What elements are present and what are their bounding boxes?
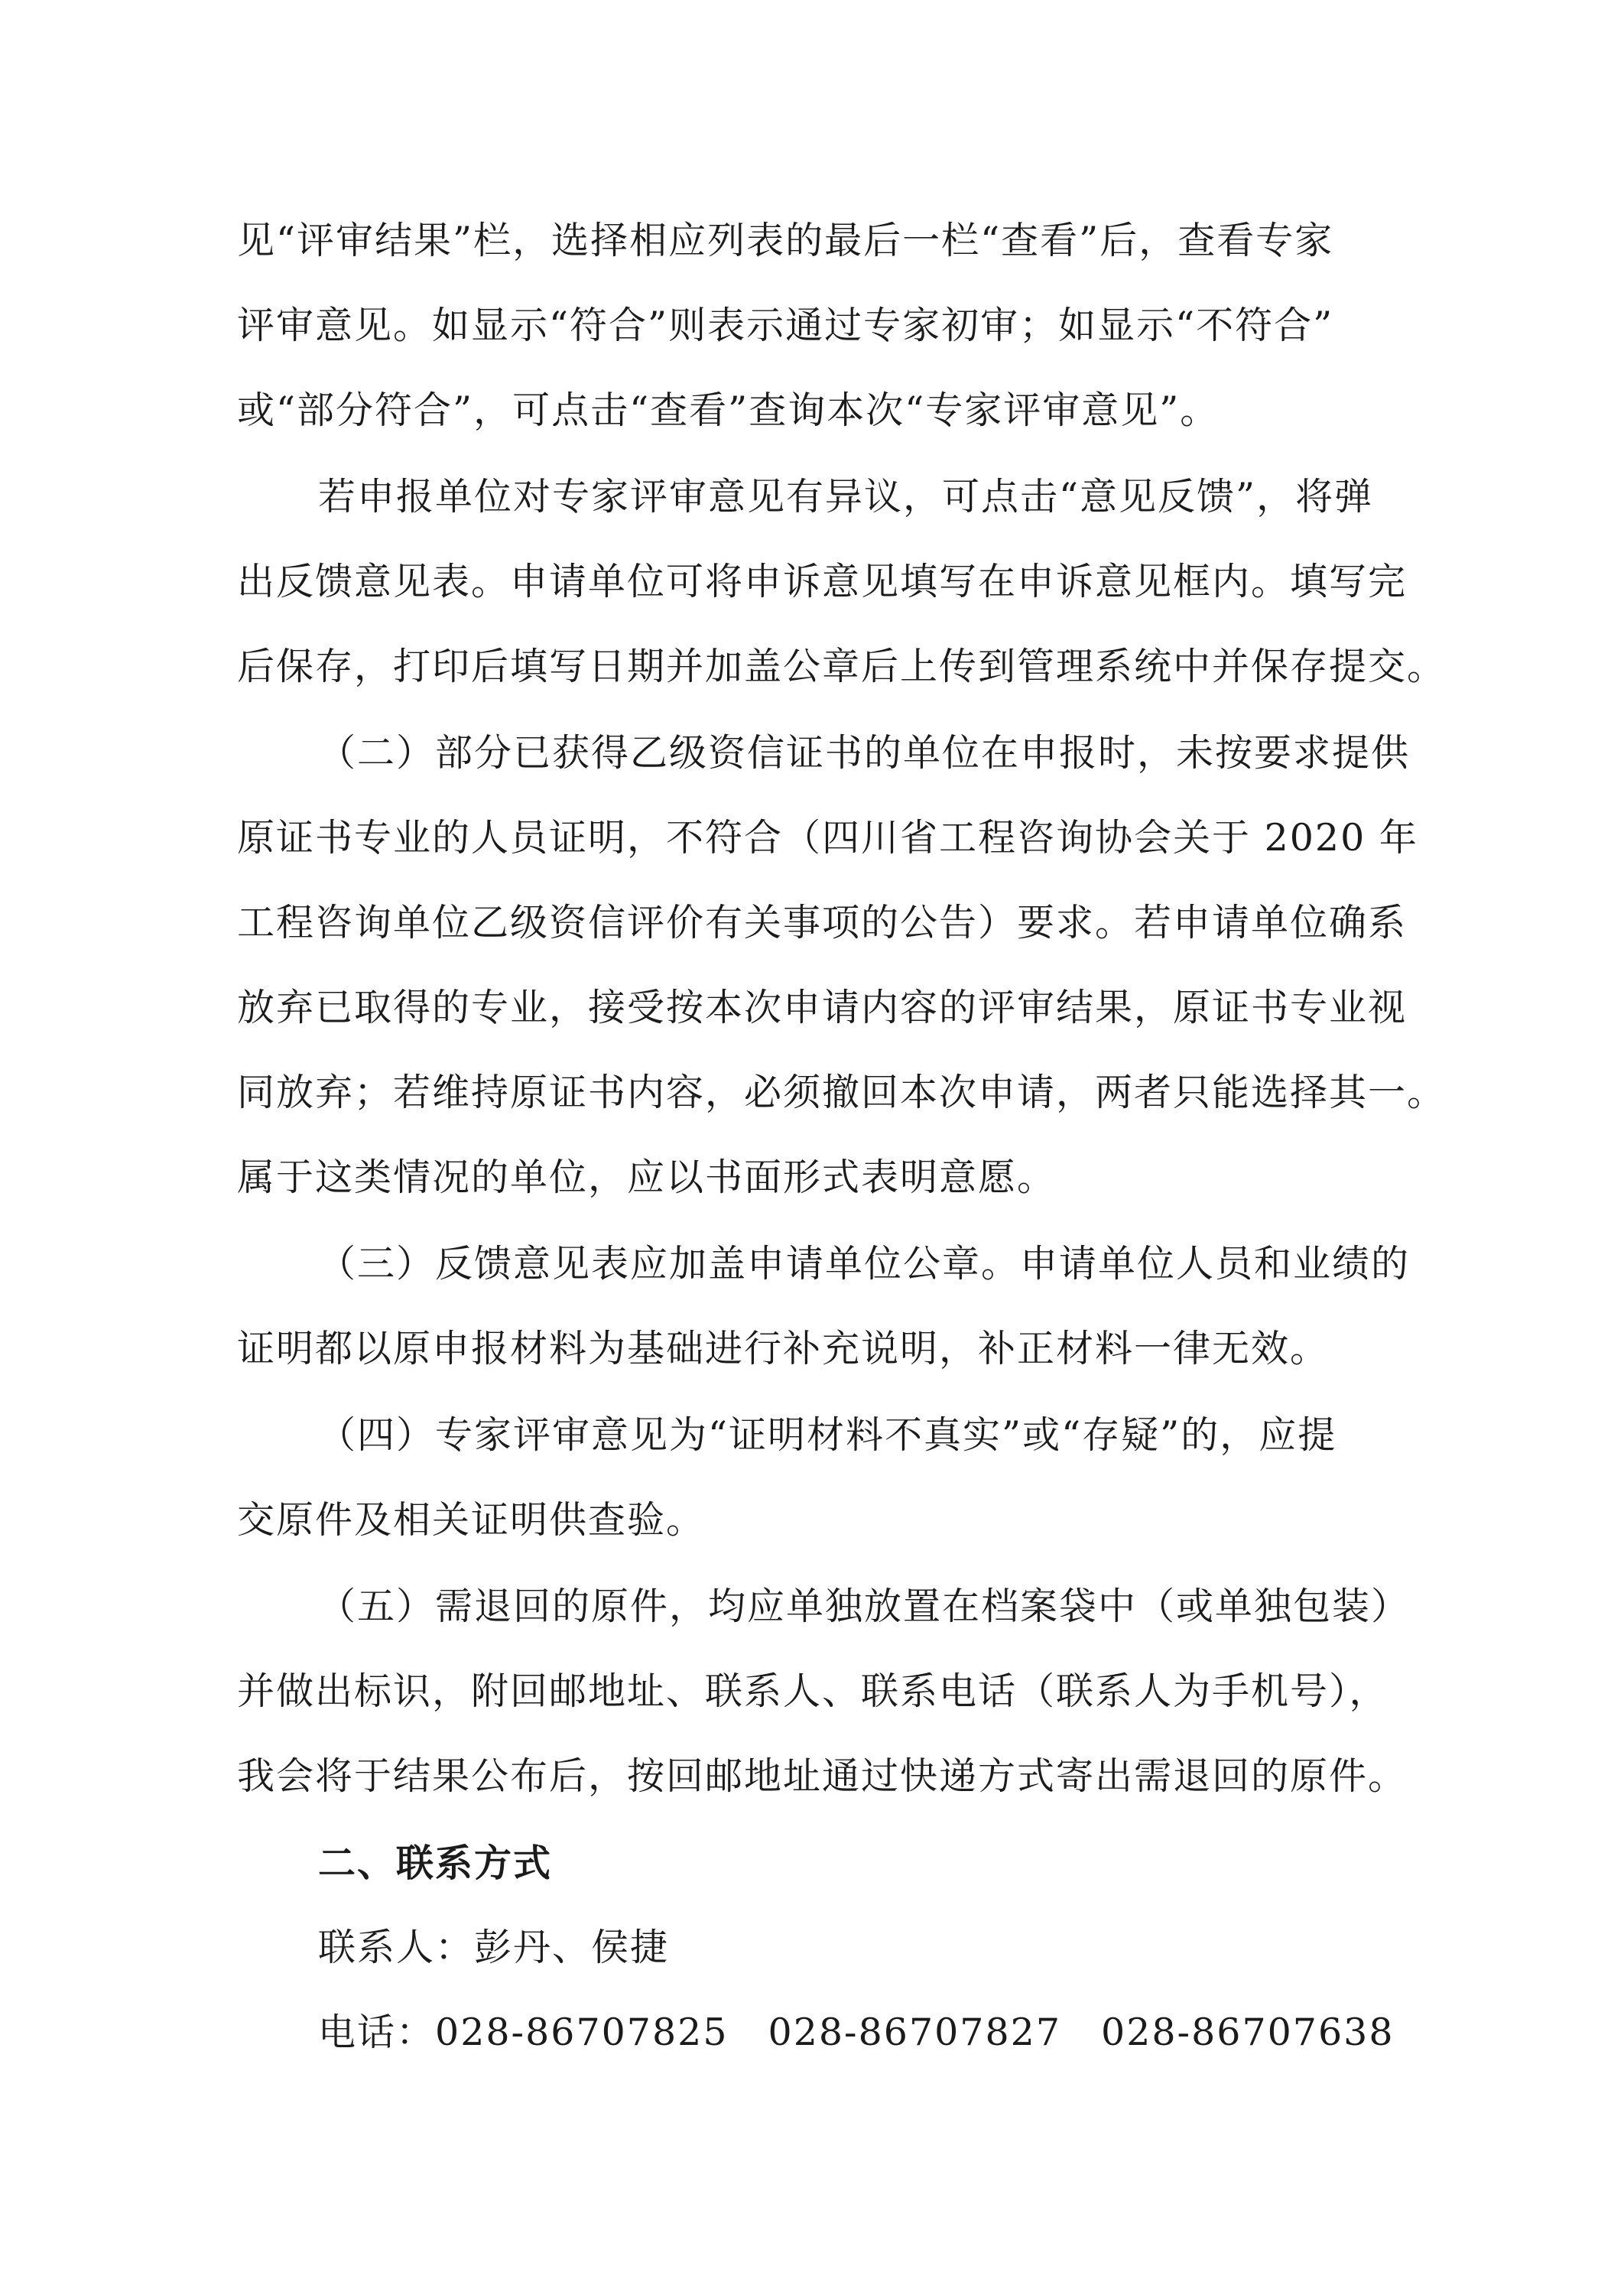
paragraph-4-line-1: （三）反馈意见表应加盖申请单位公章。申请单位人员和业绩的 — [318, 1242, 1411, 1286]
paragraph-6-line-2: 并做出标识，附回邮地址、联系人、联系电话（联系人为手机号）， — [237, 1669, 1389, 1713]
phone-number-2: 028-86707827 — [768, 2011, 1062, 2054]
paragraph-2-line-3: 后保存，打印后填写日期并加盖公章后上传到管理系统中并保存提交。 — [237, 645, 1447, 688]
phone-number-3: 028-86707638 — [1101, 2011, 1395, 2054]
paragraph-4-line-2: 证明都以原申报材料为基础进行补充说明，补正材料一律无效。 — [237, 1327, 1330, 1370]
paragraph-3-line-4: 放弃已取得的专业，接受按本次申请内容的评审结果，原证书专业视 — [237, 986, 1408, 1029]
paragraph-2-line-1: 若申报单位对专家评审意见有异议，可点击“意见反馈”，将弹 — [318, 475, 1374, 518]
paragraph-6-line-3: 我会将于结果公布后，按回邮地址通过快递方式寄出需退回的原件。 — [237, 1754, 1408, 1798]
phone-number-1: 028-86707825 — [435, 2011, 729, 2054]
paragraph-3-line-1: （二）部分已获得乙级资信证书的单位在申报时，未按要求提供 — [318, 731, 1411, 775]
paragraph-2-line-2: 出反馈意见表。申请单位可将申诉意见填写在申诉意见框内。填写完 — [237, 560, 1408, 603]
paragraph-3-line-3: 工程咨询单位乙级资信评价有关事项的公告）要求。若申请单位确系 — [237, 901, 1408, 944]
paragraph-5-line-1: （四）专家评审意见为“证明材料不真实”或“存疑”的，应提 — [318, 1413, 1337, 1457]
paragraph-3-line-5: 同放弃；若维持原证书内容，必须撤回本次申请，两者只能选择其一。 — [237, 1071, 1447, 1114]
paragraph-5-line-2: 交原件及相关证明供查验。 — [237, 1498, 706, 1542]
section-heading-contact: 二、联系方式 — [318, 1841, 553, 1885]
paragraph-1-line-3: 或“部分符合”，可点击“查看”查询本次“专家评审意见”。 — [237, 388, 1220, 432]
paragraph-3-line-2: 原证书专业的人员证明，不符合（四川省工程咨询协会关于 2020 年 — [237, 816, 1418, 860]
paragraph-1-line-1: 见“评审结果”栏，选择相应列表的最后一栏“查看”后，查看专家 — [237, 219, 1334, 262]
paragraph-6-line-1: （五）需退回的原件，均应单独放置在档案袋中（或单独包装） — [318, 1585, 1411, 1628]
paragraph-3-line-6: 属于这类情况的单位，应以书面形式表明意愿。 — [237, 1156, 1057, 1199]
phone-label: 电话： — [318, 2011, 436, 2054]
contact-phones — [318, 2006, 1399, 2059]
paragraph-1-line-2: 评审意见。如显示“符合”则表示通过专家初审；如显示“不符合” — [237, 304, 1334, 347]
contact-person: 联系人：彭丹、侯捷 — [318, 1926, 670, 1969]
